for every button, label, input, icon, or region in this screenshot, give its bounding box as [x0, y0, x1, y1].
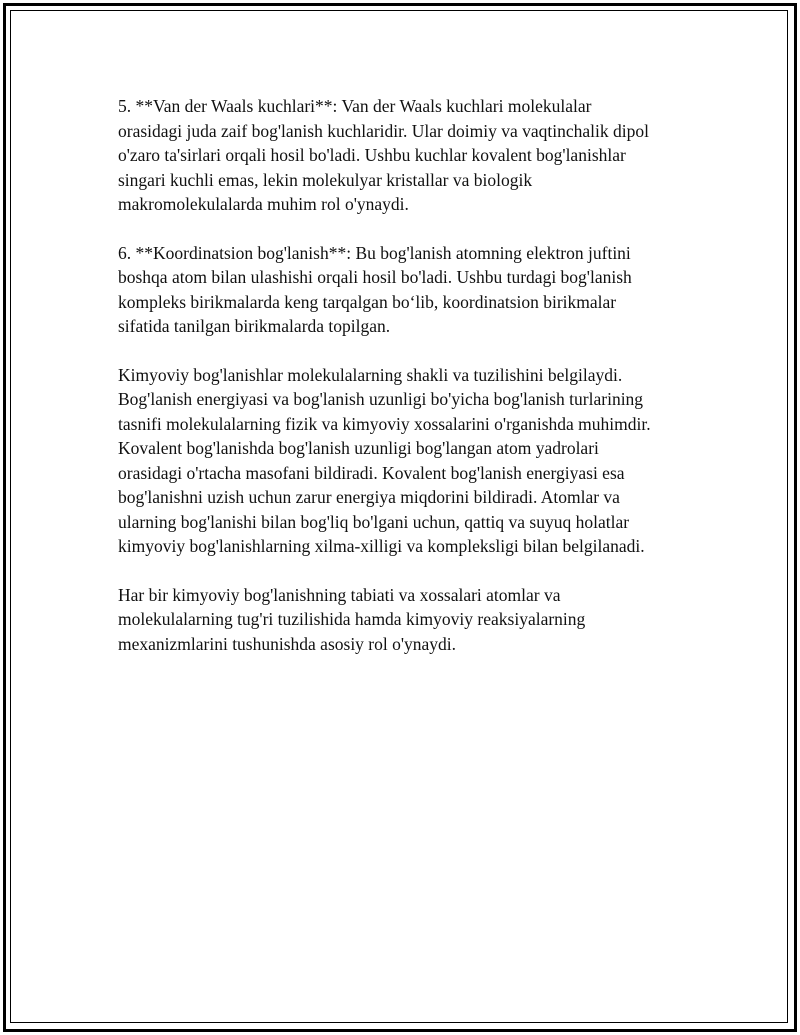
paragraph-kimyoviy-boglanishlar	[118, 363, 688, 559]
paragraph-koordinatsion	[118, 241, 688, 339]
text-line: bog'lanishni uzish uchun zarur energiya miqdorini bildiradi. Atomlar va	[118, 487, 620, 507]
text-line: o'zaro ta'sirlari orqali hosil bo'ladi. Ushbu kuchlar kovalent bog'lanishlar	[118, 145, 626, 165]
text-line: makromolekulalarda muhim rol o'ynaydi.	[118, 194, 409, 214]
text-line: molekulalarning tug'ri tuzilishida hamda kimyoviy reaksiyalarning	[118, 609, 586, 629]
text-line: kimyoviy bog'lanishlarning xilma-xilligi va kompleksligi bilan belgilanadi.	[118, 536, 645, 556]
text-line: Bog'lanish energiyasi va bog'lanish uzunligi bo'yicha bog'lanish turlarining	[118, 389, 644, 409]
text-line: 6. **Koordinatsion bog'lanish**: Bu bog'lanish atomning elektron juftini	[118, 242, 631, 263]
text-line: tasnifi molekulalarning fizik va kimyoviy xossalarini o'rganishda muhimdir.	[118, 413, 651, 434]
paragraph-van-der-waals	[118, 94, 688, 217]
text-line: Kimyoviy bog'lanishlar molekulalarning shakli va tuzilishini belgilaydi.	[118, 364, 623, 385]
text-line: Kovalent bog'lanishda bog'lanish uzunligi bog'langan atom yadrolari	[118, 438, 599, 458]
text-line: mexanizmlarini tushunishda asosiy rol o'ynaydi.	[118, 633, 457, 654]
text-line: boshqa atom bilan ulashishi orqali hosil bo'ladi. Ushbu turdagi bog'lanish	[118, 267, 632, 287]
text-line: kompleks birikmalarda keng tarqalgan bo‘lib, koordinatsion birikmalar	[118, 291, 617, 312]
paragraph-har-bir	[118, 583, 688, 657]
text-line: 5. **Van der Waals kuchlari**: Van der Waals kuchlari molekulalar	[118, 96, 592, 116]
document-body	[118, 94, 688, 680]
text-line: ularning bog'lanishi bilan bog'liq bo'lgani uchun, qattiq va suyuq holatlar	[118, 511, 630, 532]
text-line: orasidagi juda zaif bog'lanish kuchlaridir. Ular doimiy va vaqtinchalik dipol	[118, 120, 649, 141]
text-line: orasidagi o'rtacha masofani bildiradi. Kovalent bog'lanish energiyasi esa	[118, 462, 625, 483]
text-line: Har bir kimyoviy bog'lanishning tabiati va xossalari atomlar va	[118, 584, 561, 605]
text-line: singari kuchli emas, lekin molekulyar kristallar va biologik	[118, 169, 533, 190]
text-line: sifatida tanilgan birikmalarda topilgan.	[118, 316, 391, 336]
